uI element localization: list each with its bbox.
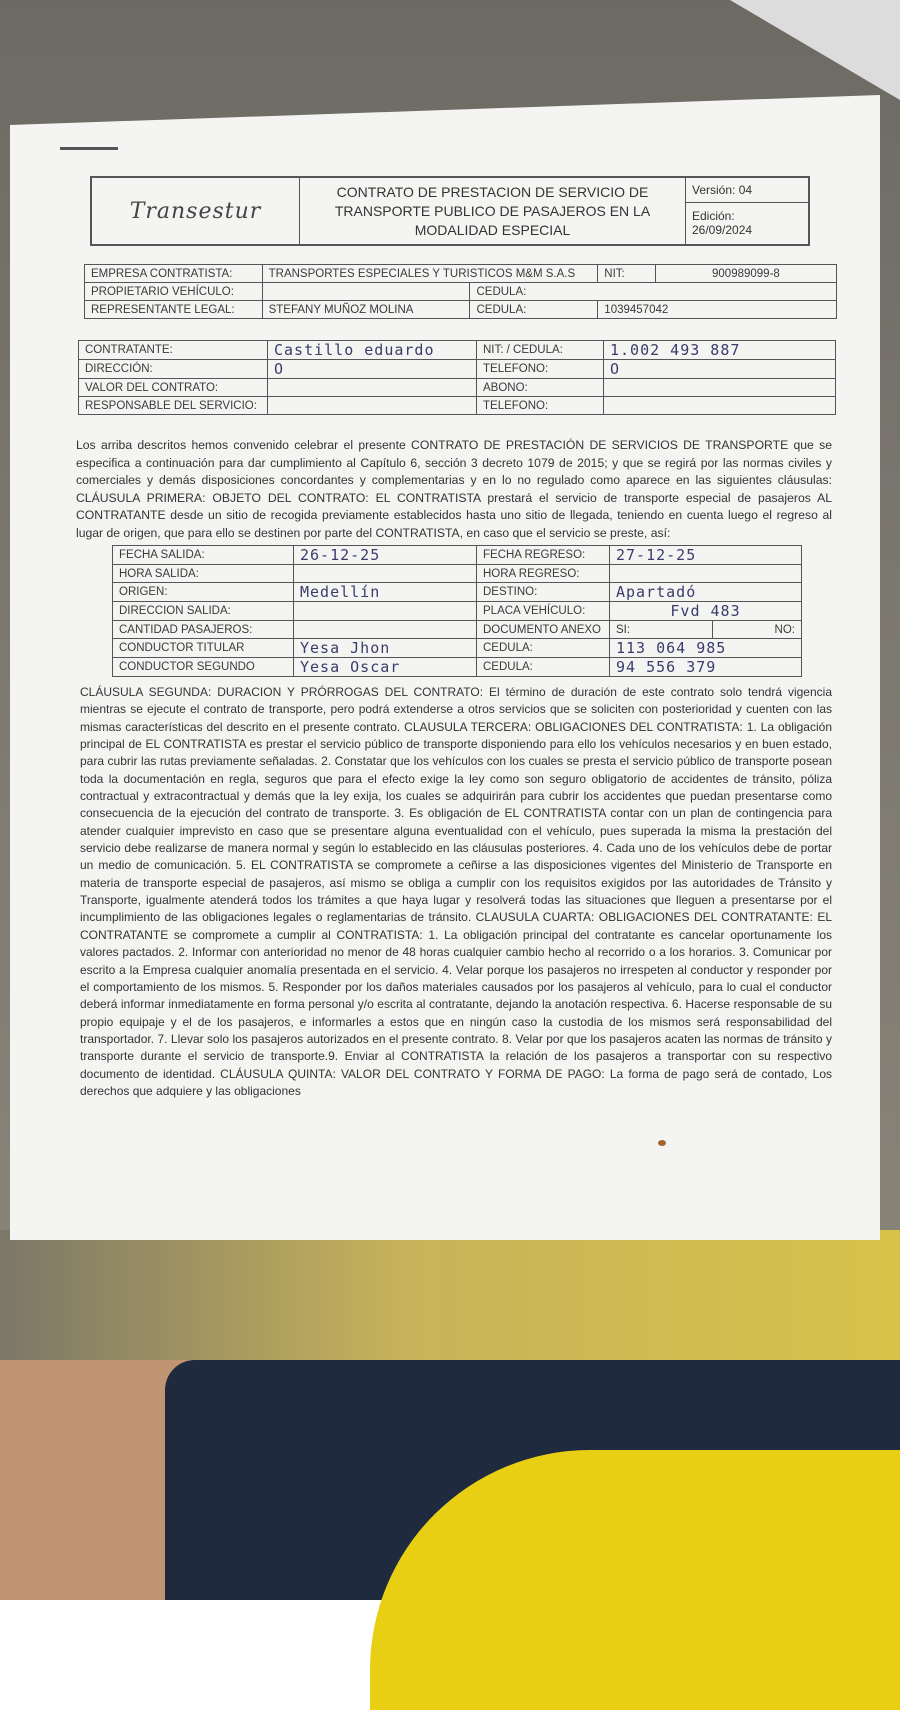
contratante-nit-label: NIT: / CEDULA: [477,341,604,360]
nit-value: 900989099-8 [655,265,836,283]
fecha-regreso-value: 27-12-25 [610,546,802,565]
destino-value: Apartadó [610,583,802,602]
propietario-cedula-label: CEDULA: [470,283,837,301]
telefono-label: TELEFONO: [477,360,604,379]
title-line-1: CONTRATO DE PRESTACION DE SERVICIO DE [336,183,649,200]
hora-regreso-label: HORA REGRESO: [477,565,610,583]
propietario-label: PROPIETARIO VEHÍCULO: [85,283,263,301]
abono-value [604,379,836,397]
si-label: SI: [610,621,713,639]
valor-label: VALOR DEL CONTRATO: [79,379,268,397]
direccion-salida-label: DIRECCION SALIDA: [113,602,294,621]
contratante-table [78,340,836,415]
hora-salida-label: HORA SALIDA: [113,565,294,583]
cedula-titular-label: CEDULA: [477,639,610,658]
contratante-value: Castillo eduardo [268,341,477,360]
direccion-salida-value [294,602,477,621]
placa-value: Fvd 483 [610,602,802,621]
conductor-titular-label: CONDUCTOR TITULAR [113,639,294,658]
conductor-segundo-label: CONDUCTOR SEGUNDO [113,658,294,677]
placa-label: PLACA VEHÍCULO: [477,602,610,621]
cedula-segundo-value: 94 556 379 [610,658,802,677]
version-cell [686,177,810,202]
representante-cedula-value: 1039457042 [598,301,837,319]
cantidad-label: CANTIDAD PASAJEROS: [113,621,294,639]
hora-salida-value [294,565,477,583]
desk-edge [0,1230,900,1370]
origen-label: ORIGEN: [113,583,294,602]
title-line-2: TRANSPORTE PUBLICO DE PASAJEROS EN LA [334,202,651,219]
document-header [90,176,810,246]
direccion-value: O [268,360,477,379]
nit-label: NIT: [598,265,656,283]
propietario-value [262,283,470,301]
clauses-paragraph: CLÁUSULA SEGUNDA: DURACION Y PRÓRROGAS DEL CONTRATO: El término de duración de este contrato solo tendrá vigencia mientras se ejecute el contrato de transporte, pero podrá extenderse a otros servicios que se soliciten con posterioridad y cuenten con las mismas características del descrito en el presente contrato. CLAUSULA TERCERA: OBLIGACIONES DEL CONTRATISTA: 1. La obligación principal de EL CONTRATISTA es prestar el servicio público de transporte disponiendo para ello los vehículos necesarios y en buen estado, para cubrir las rutas previamente señaladas. 2. Constatar que los vehículos con los cuales se presta el servicio público de transporte posean toda la documentación en regla, seguros que para el efecto exige la ley como son seguro obligatorio de accidentes de tránsito, póliza contractual y extracontractual y demás que la ley exija, los cuales se adquirirán para cubrir los accidentes que puedan presentarse como consecuencia de la ejecución del contrato de transporte. 3. Es obligación de EL CONTRATISTA contar con un plan de contingencia para atender cualquier imprevisto en caso que se presentare alguna eventualidad con el vehículo, pues superada la misma la prestación del servicio debe realizarse de manera normal y según lo establecido en las cláusulas posteriores. 4. Cada uno de los vehículos debe de portar un medio de comunicación. 5. EL CONTRATISTA se compromete a ceñirse a las disposiciones vigentes del Ministerio de Transporte en materia de transporte especial de pasajeros, así mismo se obliga a cumplir con los requisitos exigidos por las autoridades de Tránsito y Transporte, igualmente atenderá todos los trámites a que haya lugar y resolverá todas las situaciones que lleguen a presentarse por el incumplimiento de las obligaciones legales o reglamentarias de tránsito. CLAUSULA CUARTA: OBLIGACIONES DEL CONTRATANTE: EL CONTRATANTE se compromete a cumplir al CONTRATISTA: 1. La obligación principal del contratante es cancelar oportunamente los valores pactados. 2. Informar con anterioridad no menor de 48 horas cualquier cambio hecho al recorrido o a los horarios. 3. Comunicar por escrito a la Empresa cualquier anomalía presentada en el servicio. 4. Velar porque los pasajeros no irrespeten al conductor y responder por el comportamiento de los mismos. 5. Responder por los daños materiales causados por los pasajeros al vehículo, para lo cual el conductor deberá informar inmediatamente en forma personal y/o escrita al contratante, dejando la anotación respectiva. 6. Hacerse responsable de su propio equipaje y el de los pasajeros, e informarles a estos que en ningún caso la custodia de los mismos será responsabilidad del transportador. 7. Llevar solo los pasajeros autorizados en el presente contrato. 8. Velar por que los pasajeros acaten las normas de tránsito y transporte durante el servicio de transporte.9. Enviar al CONTRATISTA la relación de los pasajeros a transportar con su respectivo documento de identidad. CLÁUSULA QUINTA: VALOR DEL CONTRATO Y FORMA DE PAGO: La forma de pago será de contado, Los derechos que adquiere y las obligaciones [80,685,832,1098]
fecha-salida-value: 26-12-25 [294,546,477,565]
document-title [300,177,686,245]
company-table [84,264,837,319]
version-label: Versión: [692,182,736,197]
conductor-segundo-value: Yesa Oscar [294,658,477,677]
responsable-telefono-label: TELEFONO: [477,397,604,415]
trip-table [112,545,802,677]
valor-value [268,379,477,397]
cedula-titular-value: 113 064 985 [610,639,802,658]
stain-mark [658,1140,666,1146]
no-label: NO: [713,621,802,639]
edition-label: Edición: [692,209,735,224]
empresa-label: EMPRESA CONTRATISTA: [85,265,263,283]
edition-cell [686,202,810,245]
contratante-nit-value: 1.002 493 887 [604,341,836,360]
representante-label: REPRESENTANTE LEGAL: [85,301,263,319]
hora-regreso-value [610,565,802,583]
cedula-segundo-label: CEDULA: [477,658,610,677]
pen-mark [60,147,118,150]
representante-value: STEFANY MUÑOZ MOLINA [262,301,470,319]
intro-paragraph: Los arriba descritos hemos convenido celebrar el presente CONTRATO DE PRESTACIÓN DE SERVICIOS DE TRANSPORTE que se especifica a continuación para dar cumplimiento al Capítulo 6, sección 3 decreto 1079 de 2015; y que se regirá por las normas civiles y comerciales y demás disposiciones concordantes y complementarias y en lo no regulado como aparece en las siguientes cláusulas: CLÁUSULA PRIMERA: OBJETO DEL CONTRATO: EL CONTRATISTA prestará el servicio de transporte especial de pasajeros AL CONTRATANTE desde un sitio de recogida previamente establecidos hasta uno sitio de llegada, teniendo en cuenta luego el regreso al lugar de origen, que para ello se destinen por parte del CONTRATISTA, en caso que el servicio se preste, así: [76,438,832,540]
version-value: 04 [738,182,753,197]
contratante-label: CONTRATANTE: [79,341,268,360]
documento-label: DOCUMENTO ANEXO [477,621,610,639]
fecha-salida-label: FECHA SALIDA: [113,546,294,565]
destino-label: DESTINO: [477,583,610,602]
edition-value: 26/09/2024 [692,223,753,238]
direccion-label: DIRECCIÓN: [79,360,268,379]
fecha-regreso-label: FECHA REGRESO: [477,546,610,565]
responsable-label: RESPONSABLE DEL SERVICIO: [79,397,268,415]
abono-label: ABONO: [477,379,604,397]
representante-cedula-label: CEDULA: [470,301,598,319]
origen-value: Medellín [294,583,477,602]
responsable-telefono-value [604,397,836,415]
responsable-value [268,397,477,415]
empresa-value: TRANSPORTES ESPECIALES Y TURISTICOS M&M S.A.S [262,265,598,283]
telefono-value: O [604,360,836,379]
company-logo: Transestur [91,177,300,245]
cantidad-value [294,621,477,639]
title-line-3: MODALIDAD ESPECIAL [414,221,571,238]
conductor-titular-value: Yesa Jhon [294,639,477,658]
